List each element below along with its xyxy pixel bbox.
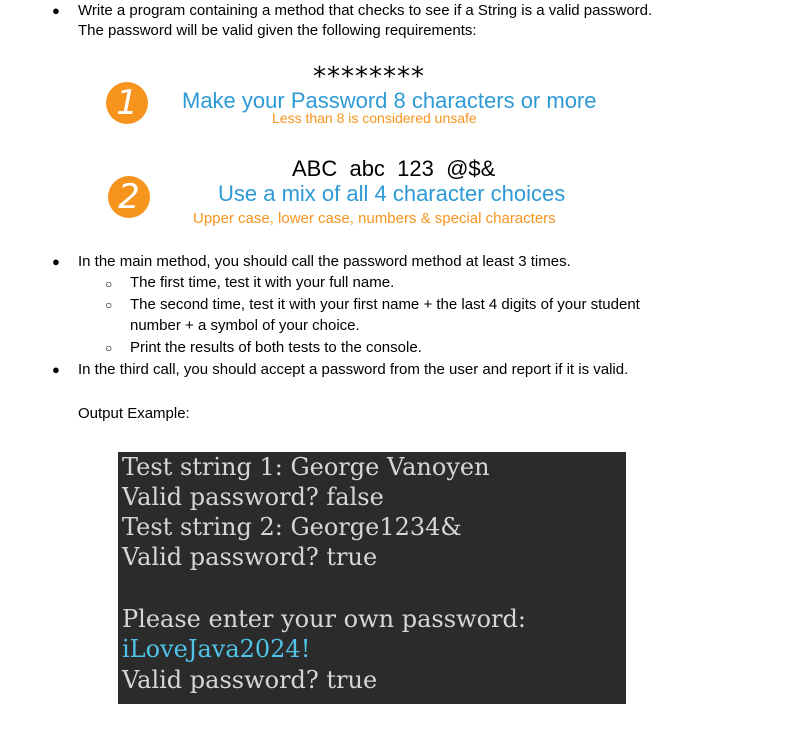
character-types-symbol: ABC abc 123 @$& [292,156,496,181]
sub-item-2: The second time, test it with your first name + the last 4 digits of your student [130,296,640,313]
sub-item-2-cont: number + a symbol of your choice. [130,317,360,334]
bullet-icon: ● [52,3,60,18]
requirement-1-subtitle: Less than 8 is considered unsafe [272,110,477,126]
bullet-icon: ● [52,254,60,269]
console-output [118,452,626,704]
requirement-2-subtitle: Upper case, lower case, numbers & special characters [193,210,556,227]
intro-line-2: The password will be valid given the following requirements: [78,22,477,39]
sub-bullet-icon: ○ [105,341,113,355]
sub-bullet-icon: ○ [105,277,113,291]
sub-item-1: The first time, test it with your full name. [130,274,395,291]
console-line: Valid password? true [122,543,378,571]
bullet-icon: ● [52,362,60,377]
number-one-badge: 1 [106,82,148,124]
asterisks-symbol: ******** [313,62,425,92]
requirement-1-title: Make your Password 8 characters or more [182,88,597,113]
requirement-2-title: Use a mix of all 4 character choices [218,181,566,206]
third-call-text: In the third call, you should accept a password from the user and report if it is valid. [78,361,629,378]
console-user-input: iLoveJava2024! [122,635,311,663]
sub-bullet-icon: ○ [105,298,113,312]
number-two-badge: 2 [108,176,150,218]
output-label: Output Example: [78,405,190,422]
console-line: Valid password? false [122,483,384,511]
sub-item-3: Print the results of both tests to the console. [130,339,422,356]
console-line: Valid password? true [122,666,378,694]
console-line: Test string 2: George1234& [122,513,462,541]
main-method-text: In the main method, you should call the password method at least 3 times. [78,253,571,270]
console-line: Please enter your own password: [122,605,526,633]
console-line: Test string 1: George Vanoyen [122,453,490,481]
intro-line-1: Write a program containing a method that checks to see if a String is a valid password. [78,2,653,19]
